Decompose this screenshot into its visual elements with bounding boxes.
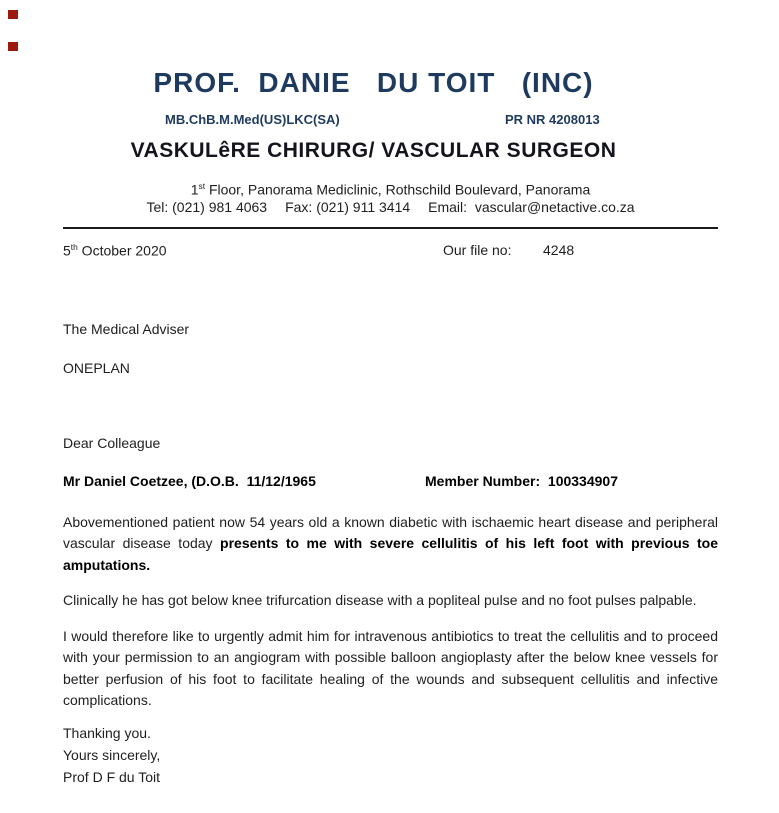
date-ordinal: th [70,241,78,252]
letterhead [63,66,718,216]
email-text: Email: vascular@netactive.co.za [428,198,635,215]
date-rest: October 2020 [77,242,167,259]
letter-content [0,66,779,788]
address-floor-number: 1 [190,181,199,198]
address-ordinal: st [198,181,206,191]
scan-artifact-mark [8,10,18,19]
date-day: 5 [63,242,71,259]
scan-artifact-mark [8,42,18,51]
credentials-text: MB.ChB.M.Med(US)LKC(SA) [165,112,340,127]
closing-thanks: Thanking you. [63,724,151,741]
fax-text: Fax: (021) 911 3414 [285,198,411,215]
recipient-org: ONEPLAN [63,359,130,376]
doctor-name-title: PROF. DANIE DU TOIT (INC) [153,67,594,98]
contact-line [63,199,718,216]
address-block [63,178,718,216]
address-line [63,178,718,199]
salutation: Dear Colleague [63,434,161,451]
credentials-row [63,112,718,129]
tel-text: Tel: (021) 981 4063 [146,198,268,215]
address-text: Floor, Panorama Mediclinic, Rothschild Boulevard, Panorama [205,181,591,198]
file-no-label: Our file no: [443,241,512,258]
practice-number: PR NR 4208013 [505,112,600,127]
paragraph-1-bold: presents to me with severe cellulitis of his left foot with previous toe amputations. [63,535,718,573]
divider-rule [63,227,718,229]
body-paragraph-1 [63,512,718,577]
file-no-value: 4248 [543,241,575,258]
patient-name-dob: Mr Daniel Coetzee, (D.O.B. 11/12/1965 [63,472,316,489]
body-paragraph-3: I would therefore like to urgently admit him for intravenous antibiotics to treat the cellulitis and to proceed with your permission to an angiogram with possible balloon angioplasty after the below knee vessels for better perfusion of his foot to facilitate healing of the wounds and subsequent cellulitis and infective complications. [63,627,718,709]
closing-block [63,722,718,788]
body-paragraph-2: Clinically he has got below knee trifurcation disease with a popliteal pulse and no foot pulses palpable. [63,592,697,609]
closing-sincerely: Yours sincerely, [63,746,161,763]
signature-name: Prof D F du Toit [63,768,161,785]
letter-date [63,242,167,259]
paragraph-1-normal: Abovementioned patient now 54 years old a known diabetic with ischaemic heart disease and peripheral vascular disease today [63,513,718,552]
specialty-subtitle: VASKULêRE CHIRURG/ VASCULAR SURGEON [130,139,617,162]
recipient-title: The Medical Adviser [63,320,190,337]
patient-row [63,473,718,491]
member-number: Member Number: 100334907 [425,472,618,489]
date-row [63,242,718,260]
